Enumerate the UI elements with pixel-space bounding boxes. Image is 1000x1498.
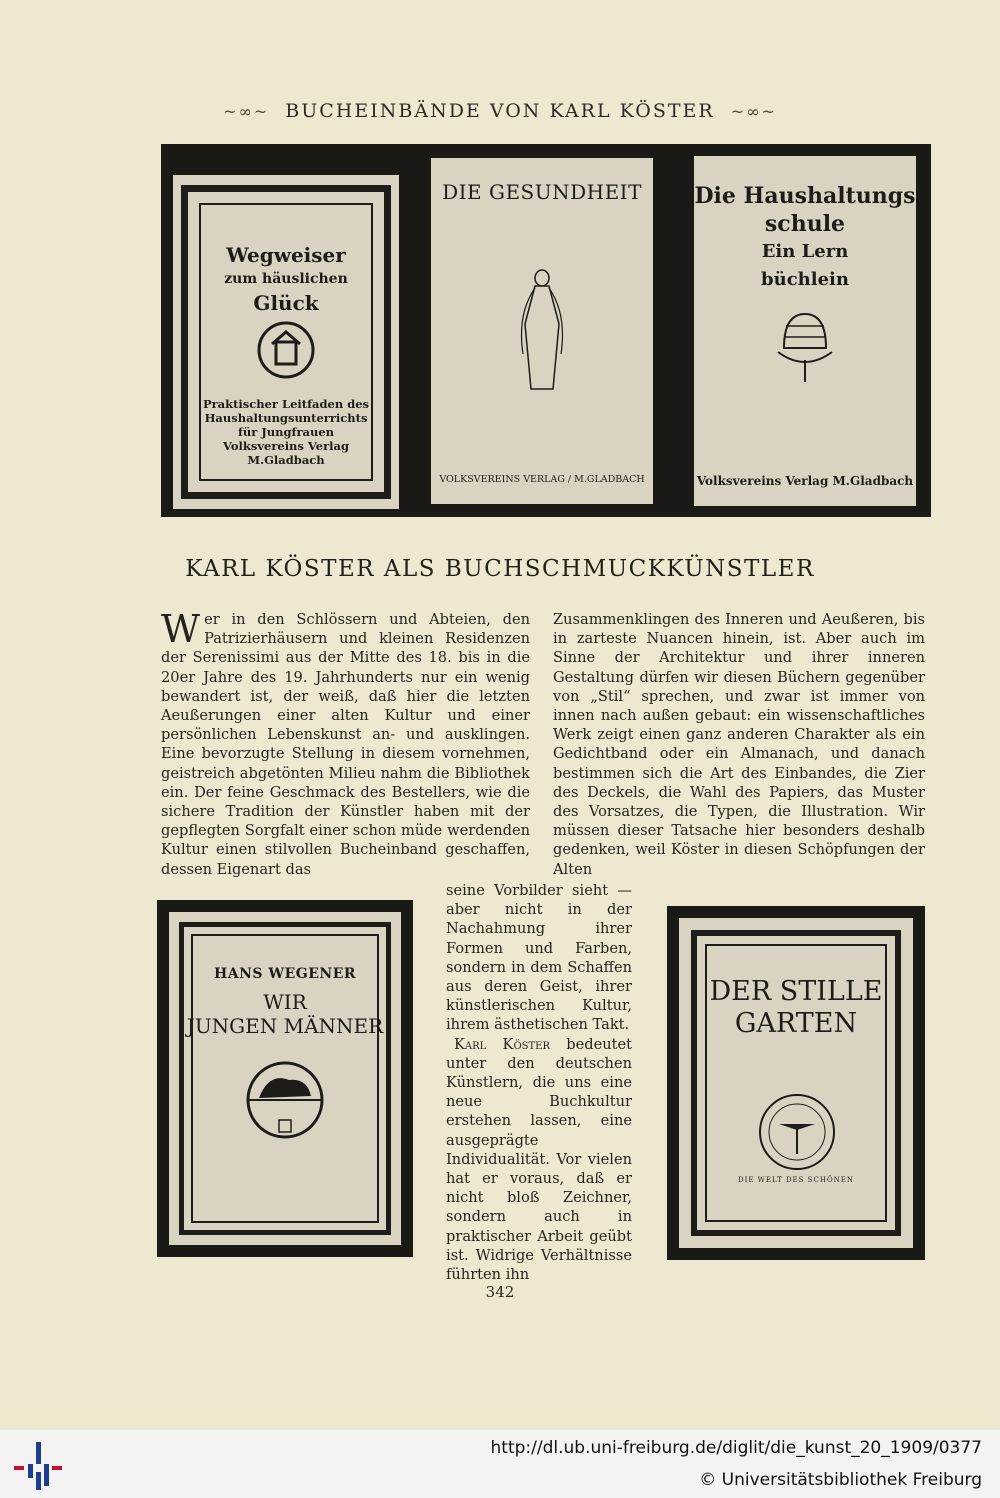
cover-title-line: schule (764, 211, 846, 237)
text-column-right (553, 610, 925, 879)
text-column-center (446, 881, 632, 1284)
top-photo (161, 144, 931, 517)
cover-der-stille-garten (679, 918, 913, 1248)
viewer-footer (0, 1430, 1000, 1498)
photo-der-stille-garten (667, 906, 925, 1260)
cover-title-line: Die Haushaltungs (694, 183, 916, 209)
cover-gesundheit (431, 158, 653, 504)
ornament-right-icon: ~∞~ (730, 102, 777, 121)
cover-title: DIE GESUNDHEIT (442, 180, 642, 204)
paragraph: bedeutet unter den deutschen Künstlern, die uns eine neue Buchkultur erstehen lassen, eine ausgeprägte Individualität. Vor vielen hat er voraus, daß er nicht bloß Zeichner, sondern auch in praktischer Arbeit geübt ist. Widrige Verhältnisse führten ihn (446, 1035, 632, 1284)
cover-wegweiser (173, 175, 399, 509)
cover-title-line: zum häuslichen (224, 271, 348, 287)
running-head (0, 100, 1000, 122)
drop-cap: W (161, 607, 201, 651)
cover-subtitle-line: für Jungfrauen (237, 425, 335, 439)
page-number: 342 (485, 1283, 515, 1301)
cover-publisher: Volksvereins Verlag M.Gladbach (696, 474, 914, 488)
cover-haushaltungsschule (694, 156, 916, 506)
cover-subtitle-line: M.Gladbach (247, 453, 325, 467)
cover-title-line: DER STILLE (709, 976, 883, 1007)
library-logo-icon (14, 1442, 64, 1490)
running-head-title: BUCHEINBÄNDE VON KARL KÖSTER (285, 100, 715, 122)
author-name: Karl Köster (454, 1035, 551, 1053)
emblem-circle-icon (757, 1092, 837, 1172)
cover-title-line: WIR (263, 990, 307, 1014)
cover-title-line: GARTEN (734, 1008, 858, 1039)
cover-title-line: Glück (253, 291, 319, 315)
cover-title-line: Ein Lern (761, 241, 849, 262)
house-emblem-icon (256, 320, 316, 380)
emblem-legend: DIE WELT DES SCHÖNEN (737, 1176, 855, 1184)
text-column-left (161, 607, 530, 879)
cover-subtitle-line: Haushaltungsunterrichts (204, 411, 368, 425)
cover-wir-jungen-maenner (169, 912, 401, 1245)
beehive-icon (772, 302, 838, 384)
lion-emblem-icon (245, 1060, 325, 1142)
ornament-left-icon: ~∞~ (223, 102, 270, 121)
cover-title-line: Wegweiser (226, 243, 346, 267)
photo-wir-jungen-maenner (157, 900, 413, 1257)
paragraph: seine Vorbilder sieht — aber nicht in der Nachahmung ihrer Formen und Farben, sondern in dem Schaffen aus deren Geist, ihrer künstlerischen Kultur, ihrem ästhetischen Takt. (446, 882, 632, 1034)
cover-subtitle-line: Volksvereins Verlag (222, 439, 350, 453)
cover-subtitle-line: Praktischer Leitfaden des (202, 397, 370, 411)
paragraph: Zusammenklingen des Inneren und Aeußeren, bis in zarteste Nuancen hinein, ist. Aber auch im Sinne der Architektur und ihrer inneren Gestaltung dürfen wir diesen Büchern gegenüber von „Stil“ sprechen, und zwar ist immer von innen nach außen gebaut: ein wissenschaftliches Werk zeigt einen ganz anderen Charakter als ein Gedichtband oder ein Almanach, und danach bestimmen sich die Art des Einbandes, die Zier des Deckels, die Wahl des Papiers, das Muster des Vorsatzes, die Typen, die Illustration. Wir müssen dieser Tatsache hier besonders deshalb gedenken, weil Köster in diesen Schöpfungen der Alten (553, 611, 925, 878)
cover-title-line: JUNGEN MÄNNER (186, 1014, 384, 1038)
section-title: KARL KÖSTER ALS BUCHSCHMUCKKÜNSTLER (185, 556, 815, 582)
paragraph: er in den Schlössern und Abteien, den Patrizierhäusern und kleinen Residenzen der Serenissimi aus der Mitte des 18. bis in die 20er Jahre des 19. Jahrhunderts nur ein wenig bewandert ist, der weiß, daß hier die letzten Aeußerungen einer alten Kultur und einer persönlichen Lebenskunst an- und ausklingen. Eine bevorzugte Stellung in diesem vornehmen, geistreich abgetönten Milieu nahm die Bibliothek ein. Der feine Geschmack des Bestellers, wie die sichere Tradition der Künstler haben mit der gepflegten Sorgfalt einer schon müde werdenden Kultur einen stilvollen Bucheinband geschaffen, dessen Eigenart das (161, 611, 530, 878)
source-url[interactable]: http://dl.ub.uni-freiburg.de/diglit/die_kunst_20_1909/0377 (490, 1438, 982, 1458)
cover-title-line: büchlein (761, 269, 849, 290)
cover-publisher: VOLKSVEREINS VERLAG / M.GLADBACH (439, 474, 645, 485)
angel-figure-icon (517, 264, 567, 394)
cover-author: HANS WEGENER (214, 966, 356, 982)
copyright: © Universitätsbibliothek Freiburg (699, 1470, 982, 1490)
